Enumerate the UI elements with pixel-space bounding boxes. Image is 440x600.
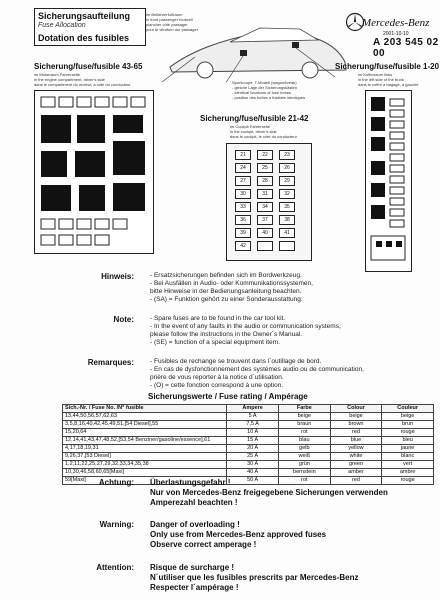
table-cell: beige [330, 413, 382, 421]
table-cell: 1,2,11,22,25,27,29,32,33,34,35,38 [63, 461, 227, 469]
warning-line: Observe correct amperage ! [150, 540, 257, 549]
table-row [63, 437, 434, 445]
table-cell: 13,44,50,56,57,62,63 [63, 413, 227, 421]
warning-line: N´utiliser que les fusibles prescrits par Mercedes-Benz [150, 573, 359, 582]
warning-label: Attention: [96, 563, 134, 572]
fuse-slot: 22 [257, 150, 273, 160]
table-cell: 15 A [227, 437, 279, 445]
fuse-slot: 26 [279, 163, 295, 173]
table-cell: 3,5,8,16,40,42,45,49,51,[54 Diesel],55 [63, 421, 227, 429]
note-line: - Fusibles de rechange se trouvent dans l´outillage de bord. [150, 358, 322, 365]
table-cell: rot [278, 429, 330, 437]
warning-line: Danger of overloading ! [150, 520, 240, 529]
fuse-slot: 40 [257, 228, 273, 238]
table-row [63, 421, 434, 429]
table-cell: brun [382, 421, 434, 429]
center-fusebox-title: Sicherung/fuse/fusible 21-42 [200, 114, 309, 123]
table-row [63, 461, 434, 469]
fuse-slot: 30 [235, 189, 251, 199]
table-cell: beige [382, 413, 434, 421]
table-cell: bernstein [278, 469, 330, 477]
fuse-slot: 28 [257, 176, 273, 186]
table-cell: 4,17,18,19,31 [63, 445, 227, 453]
title-fr: Dotation des fusibles [38, 33, 130, 43]
note-line: - Ersatzsicherungen befinden sich im Bordwerkzeug. [150, 272, 302, 279]
fuse-slot: 23 [279, 150, 295, 160]
table-cell: gelb [278, 445, 330, 453]
doc-date: 2001-10-10 [383, 31, 409, 37]
table-cell: vert [382, 461, 434, 469]
note-line: bitte Hinweise in der Bedienungsanleitung beachten. [150, 288, 302, 295]
fuse-rating-title: Sicherungswerte / Fuse rating / Ampérage [148, 392, 308, 401]
left-fusebox-location: im Motorraum Fahrerseite in the engine compartment, driver's side dans le compartiment du moteur, à côté du conducteur [34, 72, 131, 87]
brand-name: Mercedes-Benz [362, 17, 430, 29]
table-cell: grün [278, 461, 330, 469]
warning-line: Only use from Mercedes-Benz approved fuses [150, 530, 327, 539]
table-row [63, 453, 434, 461]
table-cell: 10,30,46,58,60,65[Maxi] [63, 469, 227, 477]
note-line: - En cas de dysfonctionnement des systèmes audio ou de communication, [150, 366, 364, 373]
right-fusebox-layout [366, 91, 411, 271]
note-line: - (SA) = Funktion gehört zu einer Sonderausstattung. [150, 296, 303, 303]
fuse-slot: 24 [235, 163, 251, 173]
table-row [63, 413, 434, 421]
table-cell: 40 A [227, 469, 279, 477]
table-cell: brown [330, 421, 382, 429]
empty-fuse-slot [279, 241, 295, 251]
table-cell: rouge [382, 429, 434, 437]
table-cell: braun [278, 421, 330, 429]
fuse-slot: 32 [279, 189, 295, 199]
table-row [63, 469, 434, 477]
fuse-slot: 36 [235, 215, 251, 225]
fuse-slot: 29 [279, 176, 295, 186]
table-cell: yellow [330, 445, 382, 453]
fuse-slot: 37 [257, 215, 273, 225]
table-cell: 9,26,37,[53 Diesel] [63, 453, 227, 461]
warning-line: Respecter l´ampérage ! [150, 583, 239, 592]
table-row [63, 445, 434, 453]
table-cell: red [330, 477, 382, 485]
table-header-row [63, 405, 434, 413]
table-cell: rouge [382, 477, 434, 485]
header-fuse-no: Sich.-Nr. / Fuse No. /N° fusible [63, 405, 227, 413]
header-ampere: Ampere [227, 405, 279, 413]
warning-line: Amperezahl beachten ! [150, 498, 238, 507]
center-fusebox-diagram [226, 143, 312, 261]
left-fusebox-layout [35, 91, 153, 253]
table-cell: 5 A [227, 413, 279, 421]
table-cell: 10 A [227, 429, 279, 437]
table-cell: green [330, 461, 382, 469]
table-cell: 12,14,41,43,47,48,52,[53,54 Benziner/gasoline/essence],61 [63, 437, 227, 445]
car-outline-illustration [160, 12, 350, 82]
table-cell: weiß [278, 453, 330, 461]
fuse-slot: 34 [257, 202, 273, 212]
table-cell: blue [330, 437, 382, 445]
title-de: Sicherungsaufteilung [38, 11, 131, 21]
table-row [63, 429, 434, 437]
fuse-slot: 42 [235, 241, 251, 251]
left-fusebox-diagram [34, 90, 154, 254]
table-cell: white [330, 453, 382, 461]
note-label: Hinweis: [101, 272, 134, 281]
title-en: Fuse Allocation [38, 22, 86, 29]
warning-line: Risque de surcharge ! [150, 563, 235, 572]
table-cell: 50 A [227, 477, 279, 485]
warning-label: Warning: [99, 520, 134, 529]
part-number: A 203 545 02 00 [373, 37, 439, 59]
table-cell: 25 A [227, 453, 279, 461]
fuse-slot: 39 [235, 228, 251, 238]
table-cell: blanc [382, 453, 434, 461]
table-cell: 7,5 A [227, 421, 279, 429]
note-line: - (O) = cette fonction correspond à une option. [150, 382, 284, 389]
title-box [34, 8, 146, 46]
table-cell: blau [278, 437, 330, 445]
note-line: prière de vous reporter à la notice d´utilisation. [150, 374, 284, 381]
table-cell: red [330, 429, 382, 437]
note-line: - Spare fuses are to be found in the car tool kit. [150, 315, 286, 322]
right-fusebox-location: im Kofferraum links in the left side of the trunk dans le coffre à bagage, à gauche [358, 72, 419, 87]
warning-line: Nur von Mercedes-Benz freigegebene Sicherungen verwenden [150, 488, 388, 497]
right-fusebox-title: Sicherung/fuse/fusible 1-20 [335, 62, 440, 71]
fuse-slot: 41 [279, 228, 295, 238]
right-fusebox-diagram [365, 90, 412, 272]
table-cell: 20 A [227, 445, 279, 453]
header-farbe: Farbe [278, 405, 330, 413]
left-fusebox-title: Sicherung/fuse/fusible 43-65 [34, 62, 143, 71]
fuse-slot: 38 [279, 215, 295, 225]
table-cell: jaune [382, 445, 434, 453]
table-cell: 15,20,64 [63, 429, 227, 437]
footwell-note: im Beifahrerfußraum in front passenger footwell plancher côté passager pour le vitrafum dur passager [146, 12, 199, 32]
table-cell: 30 A [227, 461, 279, 469]
fuse-slot: 25 [257, 163, 273, 173]
table-cell: ambre [382, 469, 434, 477]
note-line: please follow the instructions in the Owner´s Manual. [150, 331, 303, 338]
table-cell: bleu [382, 437, 434, 445]
fuse-rating-table [62, 404, 434, 485]
fuse-slot: 33 [235, 202, 251, 212]
center-fusebox-location: im Cockpit Fahrerseite in the cockpit, driver's side dans le cockpit, le côté du conducteur [230, 124, 297, 139]
header-couleur: Couleur [382, 405, 434, 413]
fuse-slot: 31 [257, 189, 273, 199]
note-line: - Bei Ausfällen in Audio- oder Kommunikationssystemen, [150, 280, 313, 287]
table-cell: beige [278, 413, 330, 421]
table-cell: rot [278, 477, 330, 485]
note-label: Note: [113, 315, 134, 324]
header-colour: Colour [330, 405, 382, 413]
fuse-slot: 21 [235, 150, 251, 160]
fuse-slot: 27 [235, 176, 251, 186]
model-variant-note: Sportcoupé, T-Modell (wagon/break) - gleiche Lage der Sicherungskästen - identical locations of fuse boxes - position des boîtes à fusibles identiques [232, 80, 306, 100]
warning-line: Überlastungsgefahr ! [150, 478, 231, 487]
empty-fuse-slot [257, 241, 273, 251]
fuse-slot: 35 [279, 202, 295, 212]
note-line: - (SE) = function of a special equipment item. [150, 339, 280, 346]
note-line: - In the event of any faults in the audio or communication systems, [150, 323, 341, 330]
table-cell: amber [330, 469, 382, 477]
table-cell: 59[Maxi] [63, 477, 227, 485]
note-label: Remarques: [87, 358, 134, 367]
warning-label: Achtung: [98, 478, 134, 487]
